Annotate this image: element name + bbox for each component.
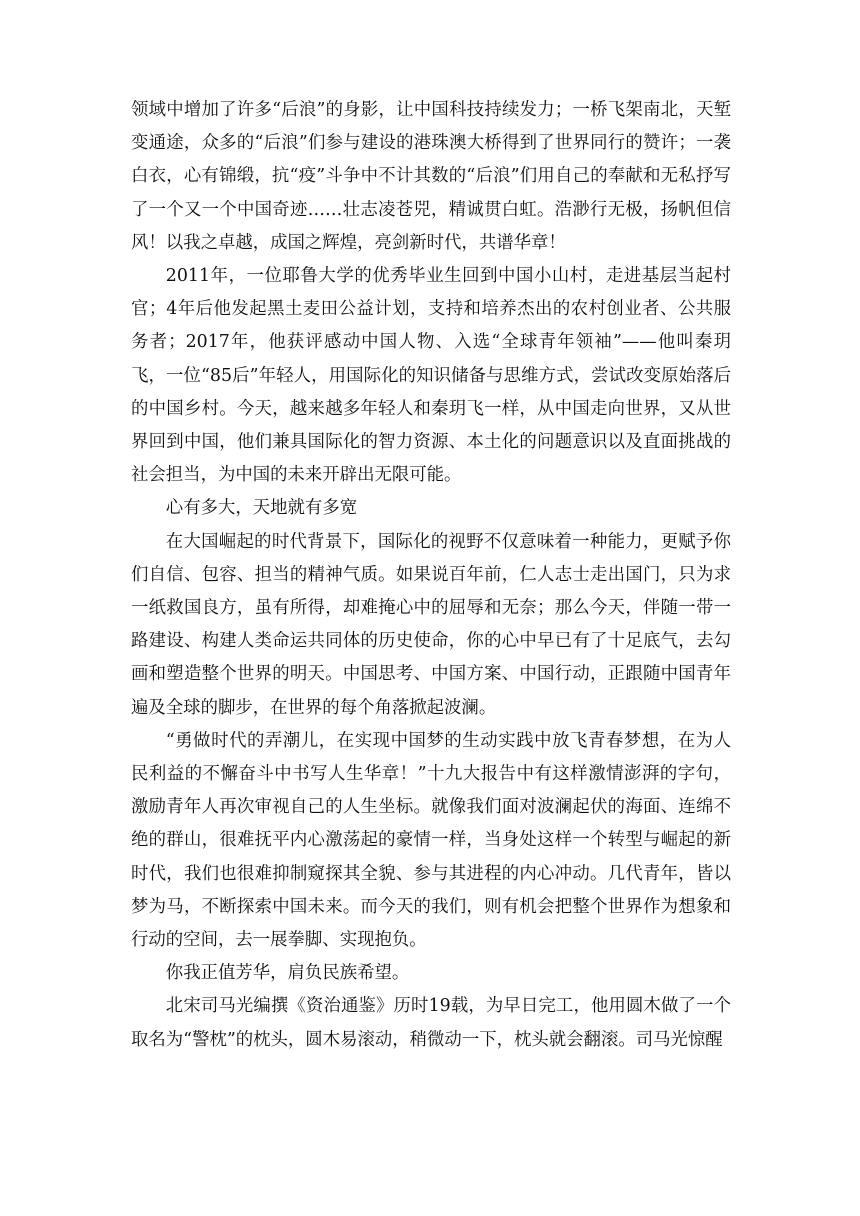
document-body [131,94,731,1057]
section-heading: 心有多大，天地就有多宽 [165,498,358,519]
paragraph: 北宋司马光编撰《资治通鉴》历时19载，为早日完工，他用圆木做了一个取名为“警枕”的枕头，圆木易滚动，稍微动一下，枕头就会翻滚。司马光惊醒 [131,996,731,1050]
paragraph: 领域中增加了许多“后浪”的身影，让中国科技持续发力；一桥飞架南北，天堑变通途，众多的“后浪”们参与建设的港珠澳大桥得到了世界同行的赞许；一袭白衣，心有锦缎，抗“疫”斗争中不计其数的“后浪”们用自己的奉献和无私抒写了一个又一个中国奇迹……壮志凌苍兕，精诚贯白虹。浩渺行无极，扬帆但信风！以我之卓越，成国之辉煌，亮剑新时代，共谱华章！ [131,100,731,253]
paragraph: 在大国崛起的时代背景下，国际化的视野不仅意味着一种能力，更赋予你们自信、包容、担当的精神气质。如果说百年前，仁人志士走出国门，只为求一纸救国良方，虽有所得，却难掩心中的屈辱和无奈；那么今天，伴随一带一路建设、构建人类命运共同体的历史使命，你的心中早已有了十足底气，去勾画和塑造整个世界的明天。中国思考、中国方案、中国行动，正跟随中国青年遍及全球的脚步，在世界的每个角落掀起波澜。 [131,531,731,718]
section-heading: 你我正值芳华，肩负民族希望。 [165,963,410,984]
paragraph: 2011年，一位耶鲁大学的优秀毕业生回到中国小山村，走进基层当起村官；4年后他发起黑土麦田公益计划，支持和培养杰出的农村创业者、公共服务者；2017年，他获评感动中国人物、入选“全球青年领袖”——他叫秦玥飞，一位“85后”年轻人，用国际化的知识储备与思维方式，尝试改变原始落后的中国乡村。今天，越来越多年轻人和秦玥飞一样，从中国走向世界，又从世界回到中国，他们兼具国际化的智力资源、本土化的问题意识以及直面挑战的社会担当，为中国的未来开辟出无限可能。 [131,266,731,486]
paragraph: “勇做时代的弄潮儿，在实现中国梦的生动实践中放飞青春梦想，在为人民利益的不懈奋斗中书写人生华章！”十九大报告中有这样激情澎湃的字句，激励青年人再次审视自己的人生坐标。就像我们面对波澜起伏的海面、连绵不绝的群山，很难抚平内心激荡起的豪情一样，当身处这样一个转型与崛起的新时代，我们也很难抑制窥探其全貌、参与其进程的内心冲动。几代青年，皆以梦为马，不断探索中国未来。而今天的我们，则有机会把整个世界作为想象和行动的空间，去一展拳脚、实现抱负。 [131,730,731,951]
